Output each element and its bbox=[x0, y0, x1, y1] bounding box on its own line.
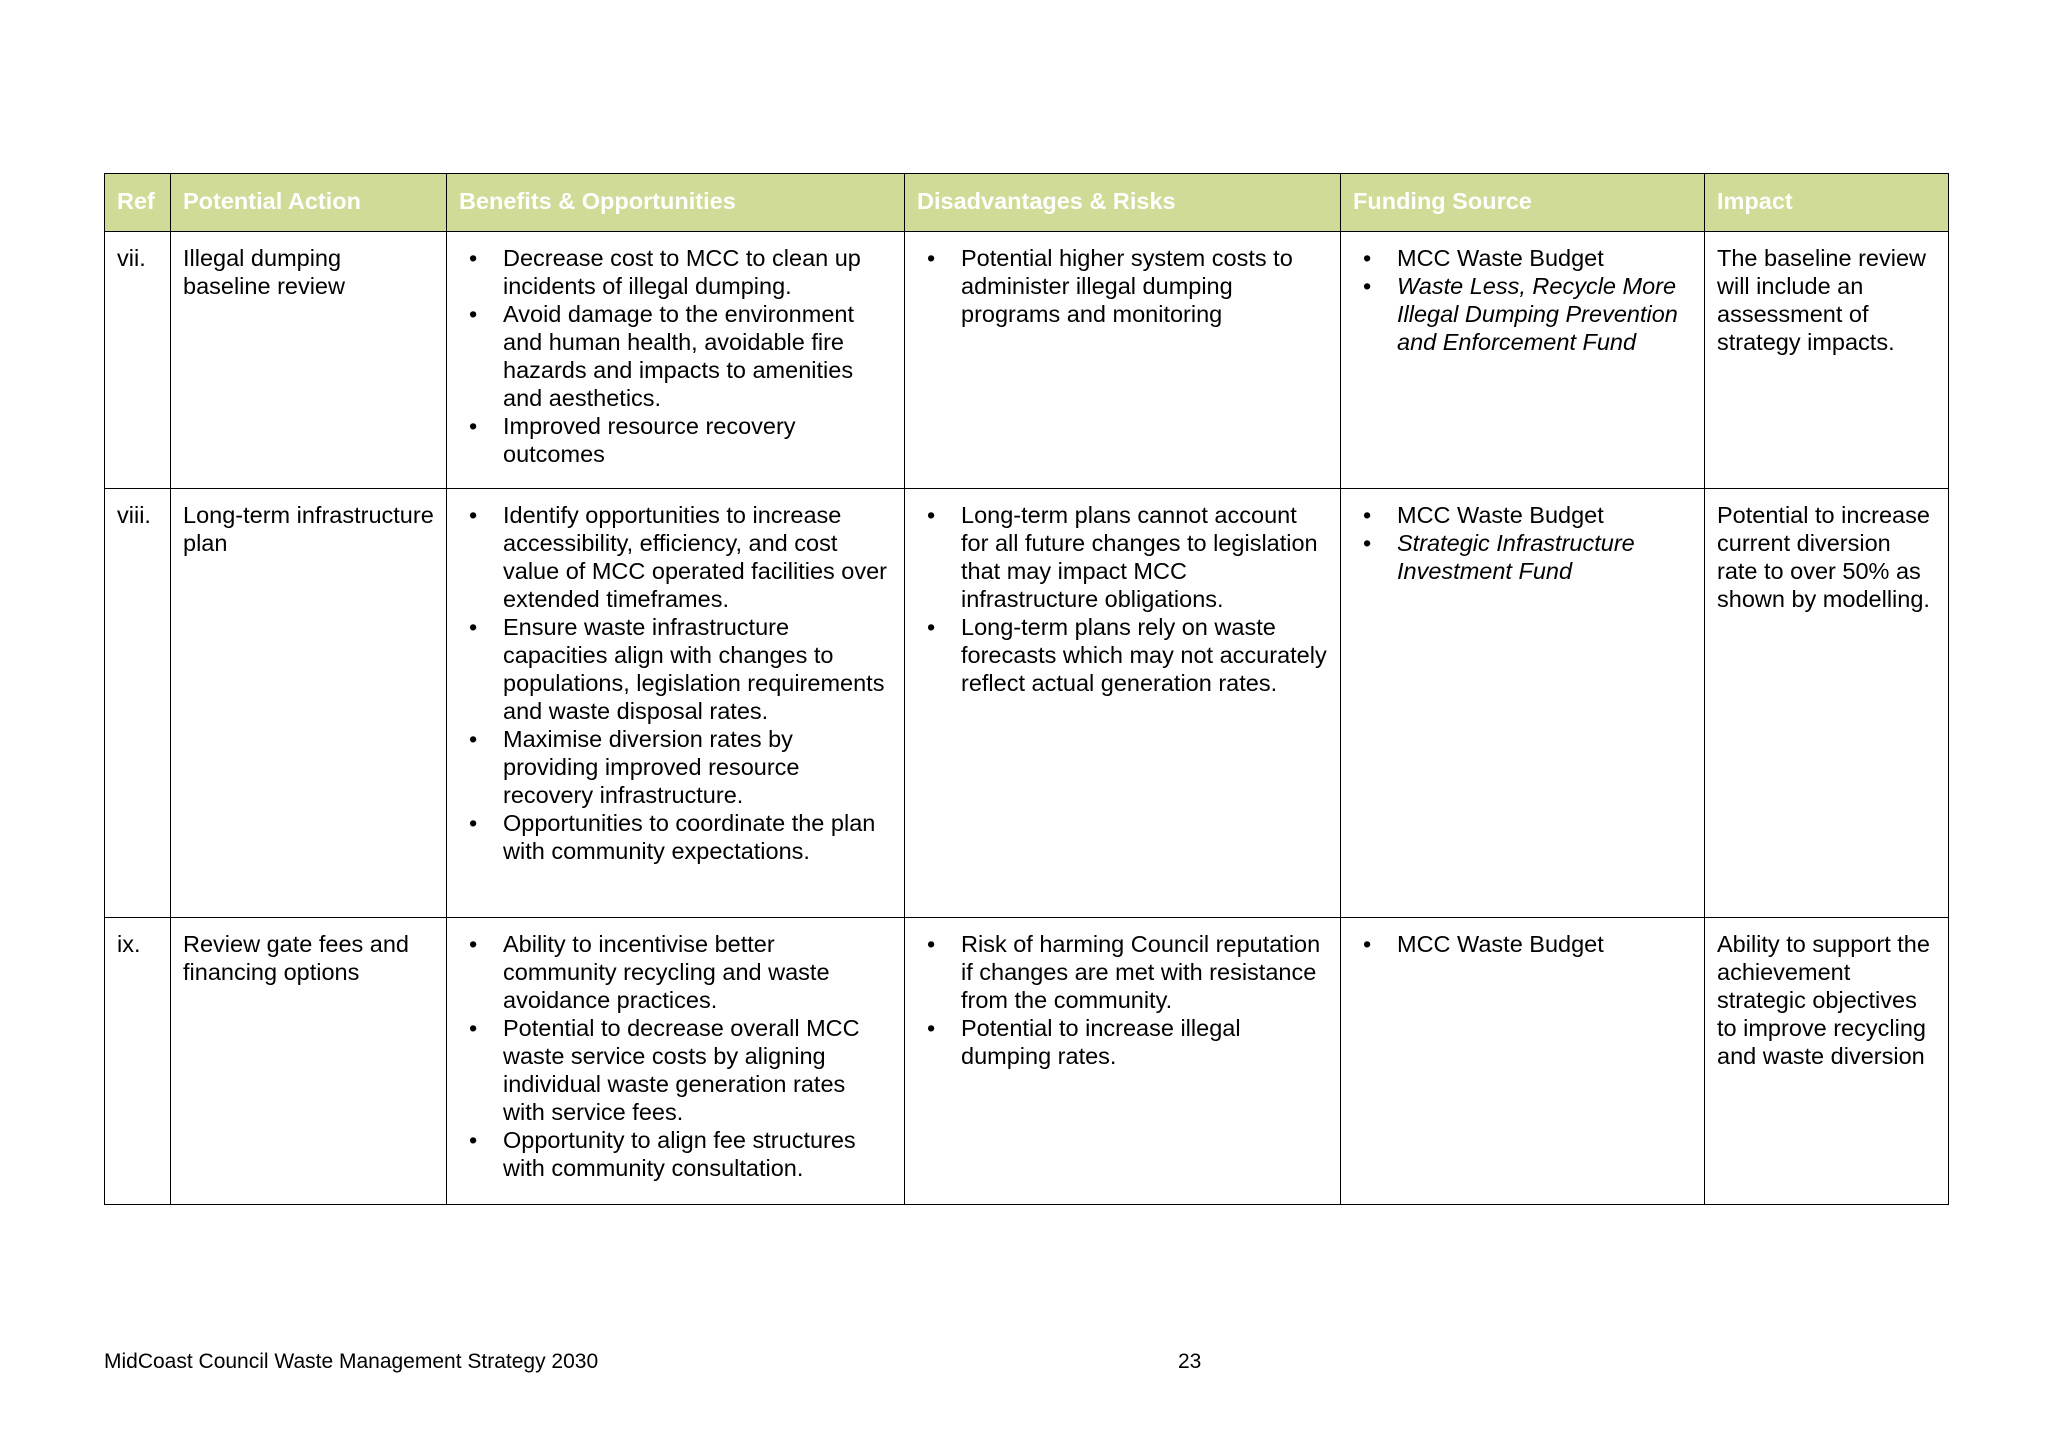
cell-ref: ix. bbox=[105, 918, 171, 1205]
benefits-list bbox=[459, 501, 892, 865]
list-item: • Potential to decrease overall MCC waste service costs by aligning individual waste generation rates with service fees. bbox=[469, 1015, 860, 1125]
list-item: • Identify opportunities to increase accessibility, efficiency, and cost value of MCC operated facilities over extended timeframes. bbox=[469, 502, 888, 612]
list-item: • Potential higher system costs to administer illegal dumping programs and monitoring bbox=[927, 245, 1293, 327]
table-header-row bbox=[105, 174, 1949, 232]
cell-benefits bbox=[447, 232, 905, 489]
list-item: • Opportunities to coordinate the plan with community expectations. bbox=[469, 810, 876, 864]
footer-page-number: 23 bbox=[1178, 1350, 1202, 1373]
table-row bbox=[105, 232, 1949, 489]
strategy-actions-table bbox=[104, 173, 1949, 1205]
bullet-icon: • bbox=[469, 245, 478, 271]
cell-funding bbox=[1341, 489, 1705, 918]
cell-action: Review gate fees and financing options bbox=[171, 918, 447, 1205]
cell-funding bbox=[1341, 918, 1705, 1205]
bullet-icon: • bbox=[1363, 530, 1372, 556]
list-item: • MCC Waste Budget bbox=[1363, 931, 1604, 957]
cell-impact: The baseline review will include an assessment of strategy impacts. bbox=[1705, 232, 1949, 489]
bullet-icon: • bbox=[1363, 931, 1372, 957]
cell-risks bbox=[905, 489, 1341, 918]
list-item: • Decrease cost to MCC to clean up incidents of illegal dumping. bbox=[469, 245, 861, 299]
bullet-icon: • bbox=[469, 502, 478, 528]
cell-benefits bbox=[447, 489, 905, 918]
list-item: • MCC Waste Budget bbox=[1363, 245, 1604, 271]
risks-list bbox=[917, 930, 1328, 1070]
cell-ref: vii. bbox=[105, 232, 171, 489]
bullet-icon: • bbox=[927, 1015, 936, 1041]
bullet-icon: • bbox=[1363, 245, 1372, 271]
bullet-icon: • bbox=[469, 726, 478, 752]
list-item: • Risk of harming Council reputation if changes are met with resistance from the community. bbox=[927, 931, 1321, 1013]
list-item: • Opportunity to align fee structures with community consultation. bbox=[469, 1127, 856, 1181]
list-item: • Improved resource recovery outcomes bbox=[469, 413, 796, 467]
funding-list bbox=[1353, 930, 1692, 958]
cell-action: Long-term infrastructure plan bbox=[171, 489, 447, 918]
bullet-icon: • bbox=[927, 245, 936, 271]
table-row bbox=[105, 918, 1949, 1205]
table-row bbox=[105, 489, 1949, 918]
header-benefits: Benefits & Opportunities bbox=[447, 174, 905, 232]
funding-list bbox=[1353, 501, 1692, 585]
list-item: • Waste Less, Recycle More Illegal Dumping Prevention and Enforcement Fund bbox=[1363, 273, 1678, 355]
header-funding-source: Funding Source bbox=[1341, 174, 1705, 232]
bullet-icon: • bbox=[927, 502, 936, 528]
bullet-icon: • bbox=[469, 614, 478, 640]
cell-risks bbox=[905, 918, 1341, 1205]
bullet-icon: • bbox=[927, 931, 936, 957]
list-item: • MCC Waste Budget bbox=[1363, 502, 1604, 528]
header-impact: Impact bbox=[1705, 174, 1949, 232]
cell-action: Illegal dumping baseline review bbox=[171, 232, 447, 489]
list-item: • Strategic Infrastructure Investment Fund bbox=[1363, 530, 1635, 584]
bullet-icon: • bbox=[469, 1015, 478, 1041]
cell-benefits bbox=[447, 918, 905, 1205]
list-item: • Avoid damage to the environment and human health, avoidable fire hazards and impacts to amenities and aesthetics. bbox=[469, 301, 854, 411]
cell-ref: viii. bbox=[105, 489, 171, 918]
cell-impact: Ability to support the achievement strategic objectives to improve recycling and waste diversion bbox=[1705, 918, 1949, 1205]
list-item: • Ensure waste infrastructure capacities align with changes to populations, legislation requirements and waste disposal rates. bbox=[469, 614, 885, 724]
bullet-icon: • bbox=[469, 810, 478, 836]
bullet-icon: • bbox=[927, 614, 936, 640]
risks-list bbox=[917, 244, 1328, 328]
bullet-icon: • bbox=[469, 413, 478, 439]
footer-document-title: MidCoast Council Waste Management Strategy 2030 bbox=[104, 1350, 599, 1373]
risks-list bbox=[917, 501, 1328, 697]
benefits-list bbox=[459, 930, 892, 1182]
list-item: • Long-term plans rely on waste forecasts which may not accurately reflect actual generation rates. bbox=[927, 614, 1327, 696]
bullet-icon: • bbox=[1363, 502, 1372, 528]
list-item: • Long-term plans cannot account for all future changes to legislation that may impact MCC infrastructure obligations. bbox=[927, 502, 1318, 612]
list-item: • Ability to incentivise better community recycling and waste avoidance practices. bbox=[469, 931, 830, 1013]
cell-risks bbox=[905, 232, 1341, 489]
funding-list bbox=[1353, 244, 1692, 356]
bullet-icon: • bbox=[1363, 273, 1372, 299]
cell-impact: Potential to increase current diversion rate to over 50% as shown by modelling. bbox=[1705, 489, 1949, 918]
bullet-icon: • bbox=[469, 931, 478, 957]
list-item: • Potential to increase illegal dumping rates. bbox=[927, 1015, 1241, 1069]
bullet-icon: • bbox=[469, 301, 478, 327]
header-ref: Ref bbox=[105, 174, 171, 232]
benefits-list bbox=[459, 244, 892, 468]
cell-funding bbox=[1341, 232, 1705, 489]
list-item: • Maximise diversion rates by providing improved resource recovery infrastructure. bbox=[469, 726, 800, 808]
header-potential-action: Potential Action bbox=[171, 174, 447, 232]
bullet-icon: • bbox=[469, 1127, 478, 1153]
header-risks: Disadvantages & Risks bbox=[905, 174, 1341, 232]
